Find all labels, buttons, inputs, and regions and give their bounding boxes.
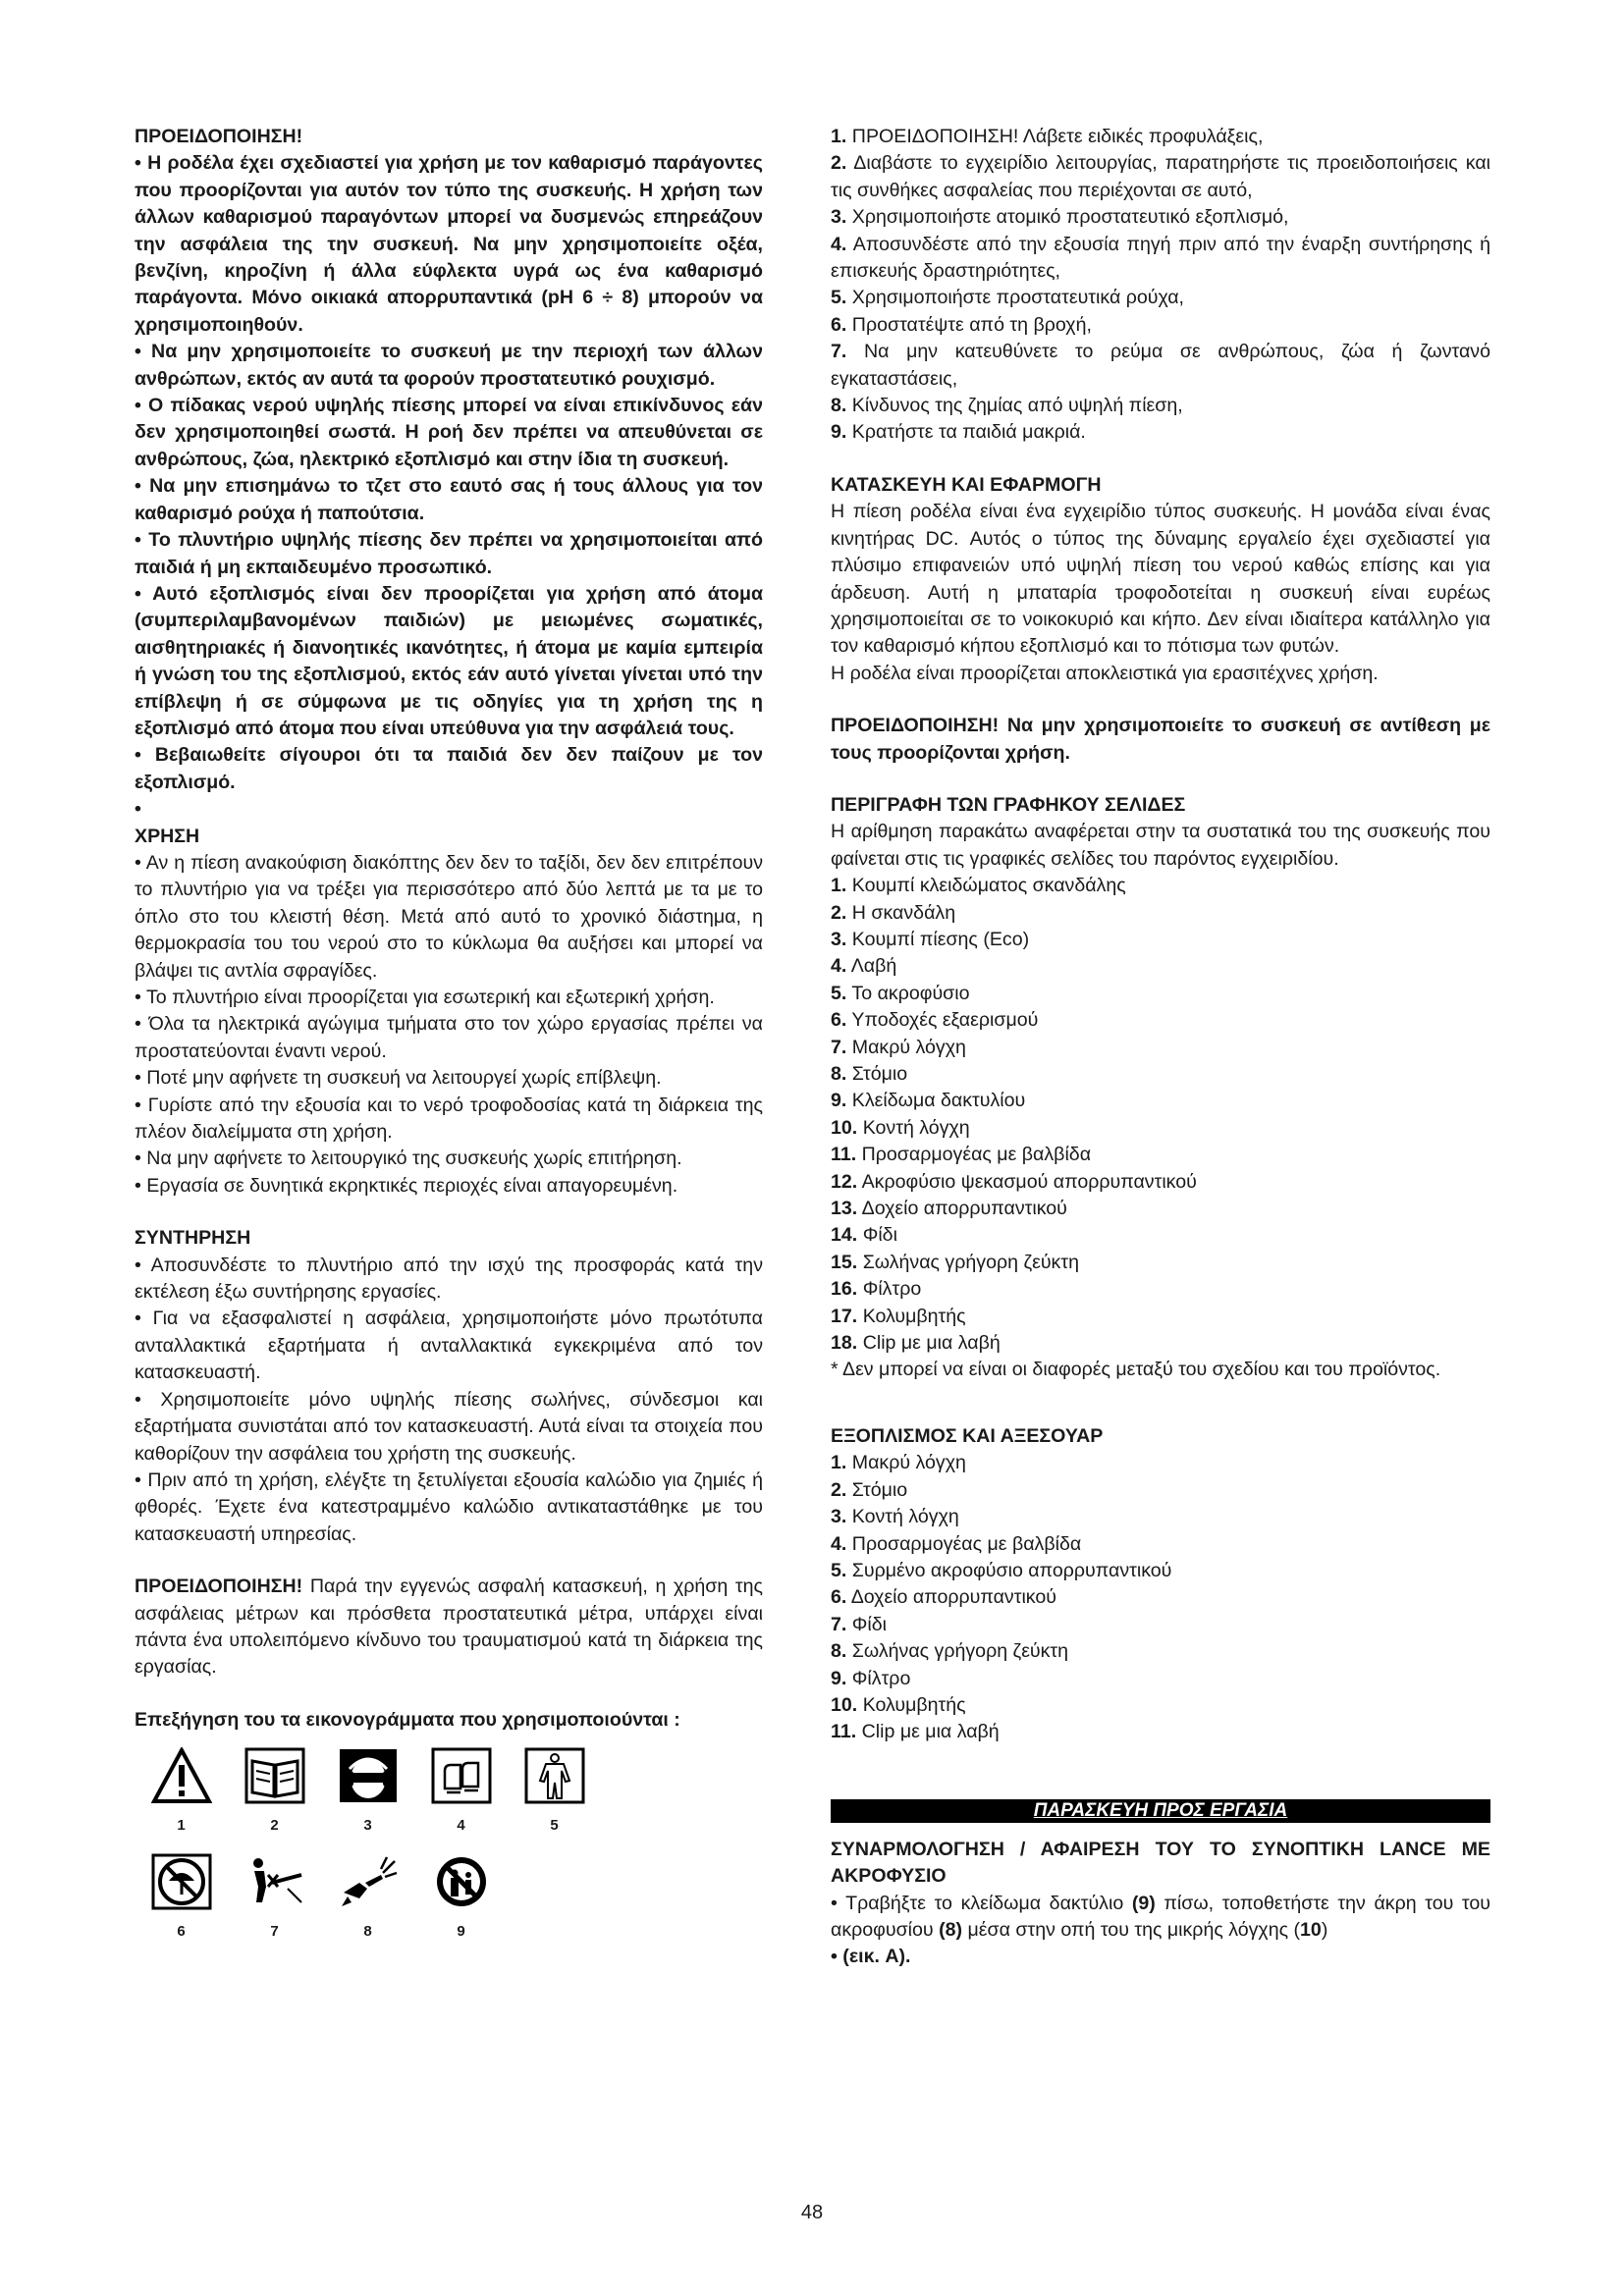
item-text: Σωλήνας γρήγορη ζεύκτη	[857, 1251, 1079, 1273]
item-text: Φίδι	[846, 1613, 888, 1635]
pictogram-number: 1	[177, 1817, 186, 1835]
item-text: Μακρύ λόγχη	[846, 1452, 966, 1474]
item-text: Clip με μια λαβή	[857, 1332, 1001, 1355]
numbered-warning	[831, 339, 1490, 393]
pictogram-number: 9	[457, 1922, 465, 1940]
item-number: 1.	[831, 1452, 847, 1474]
item-text: Η σκανδάλη	[846, 901, 956, 924]
gloves-icon	[431, 1747, 492, 1804]
read-manual-icon	[244, 1747, 305, 1804]
item-text: Χρησιμοποιήστε προστατευτικά ρούχα,	[846, 287, 1184, 309]
numbered-warning	[831, 312, 1490, 339]
list-item	[831, 900, 1490, 927]
list-item	[831, 1692, 1490, 1719]
assembly-text: μέσα στην οπή του της μικρής λόγχης (	[962, 1918, 1301, 1941]
numbered-warning	[831, 232, 1490, 286]
assembly-section-title: ΣΥΝΑΡΜΟΛΟΓΗΣΗ / ΑΦΑΙΡΕΣΗ ΤΟΥ ΤΟ ΣΥΝΟΠΤΙΚΗ LANCE ΜΕ ΑΚΡΟΦΥΣΙΟ	[831, 1838, 1490, 1888]
item-number: 4.	[831, 955, 847, 978]
item-number: 10.	[831, 1693, 858, 1716]
item-number: 15.	[831, 1251, 858, 1273]
item-number: 13.	[831, 1198, 858, 1220]
item-number: 18.	[831, 1332, 858, 1355]
left-column	[135, 124, 763, 1958]
numbered-warning	[831, 419, 1490, 446]
warning-item: • Να μην επισημάνω το τζετ στο εαυτό σας ή τους άλλους για τον καθαρισμό ρούχα ή παπούτσια.	[135, 475, 763, 524]
list-item	[831, 1304, 1490, 1330]
assembly-text: • Τραβήξτε το κλείδωμα δακτύλιο	[831, 1892, 1132, 1914]
residual-risk-warning	[135, 1574, 763, 1682]
list-item	[831, 1061, 1490, 1088]
item-text: Προστατέψτε από τη βροχή,	[846, 313, 1092, 336]
numbered-warning	[831, 285, 1490, 311]
pictogram-number: 6	[177, 1922, 186, 1940]
maintenance-item: • Χρησιμοποιείτε μόνο υψηλής πίεσης σωλήνες, σύνδεσμοι και εξαρτήματα συνιστάται από τον κατασκευαστή. Αυτά είναι τα στοιχεία που καθορίζουν την ασφάλεια του χρήστη της συσκευής.	[135, 1388, 763, 1465]
list-item	[831, 1007, 1490, 1034]
list-item	[831, 1115, 1490, 1142]
equipment-section-title: ΕΞΟΠΛΙΣΜΟΣ ΚΑΙ ΑΞΕΣΟΥΑΡ	[831, 1424, 1104, 1447]
warning-item: • Να μην χρησιμοποιείτε το συσκευή με την περιοχή των άλλων ανθρώπων, εκτός αν αυτά τα φορούν προστατευτικό ρουχισμό.	[135, 341, 763, 390]
item-text: Διαβάστε το εγχειρίδιο λειτουργίας, παρατηρήστε τις προειδοποιήσεις και τις συνθήκες ασφαλείας που περιέχονται σε αυτό,	[831, 152, 1490, 201]
numbered-warning	[831, 393, 1490, 419]
pictogram-9	[414, 1853, 508, 1958]
assembly-text: )	[1321, 1918, 1328, 1941]
assembly-ref: 10	[1300, 1918, 1322, 1941]
list-item	[831, 1504, 1490, 1530]
item-number: 17.	[831, 1305, 858, 1327]
list-item	[831, 1088, 1490, 1114]
description-intro: Η αρίθμηση παρακάτω αναφέρεται στην τα συστατικά του της συσκευής που φαίνεται στις τις γραφικές σελίδες του παρόντος εγχειριδίου.	[831, 821, 1490, 870]
use-item: • Ποτέ μην αφήνετε τη συσκευή να λειτουργεί χωρίς επίβλεψη.	[135, 1067, 662, 1090]
item-text: Κουμπί κλειδώματος σκανδάλης	[846, 875, 1126, 897]
numbered-warning	[831, 204, 1490, 231]
item-text: Στόμιο	[846, 1063, 908, 1085]
item-text: Φίδι	[857, 1224, 897, 1247]
protective-suit-icon	[524, 1747, 585, 1804]
residual-risk-text: Παρά την εγγενώς ασφαλή κατασκευή, η χρήση της ασφάλειας μέτρων και πρόσθετα προστατευτικά μέτρα, υπάρχει είναι πάντα ένα υπολειπόμενο κίνδυνο του τραυματισμού κατά τη διάρκεια της εργασίας.	[135, 1575, 763, 1679]
item-text: Κολυμβητής	[857, 1305, 966, 1327]
item-number: 8.	[831, 1640, 847, 1663]
pictogram-number: 8	[363, 1922, 372, 1940]
list-item	[831, 1612, 1490, 1638]
use-item: • Γυρίστε από την εξουσία και το νερό τροφοδοσίας κατά τη διάρκεια της πλέον διαλείμματα στη χρήση.	[135, 1094, 763, 1144]
item-number: 2.	[831, 152, 847, 175]
list-item	[831, 1450, 1490, 1476]
intended-use-warning: ΠΡΟΕΙΔΟΠΟΙΗΣΗ! Να μην χρησιμοποιείτε το συσκευή σε αντίθεση με τους προορίζονται χρήση.	[831, 715, 1490, 764]
item-text: Ακροφύσιο ψεκασμού απορρυπαντικού	[857, 1170, 1197, 1193]
pictogram-4	[414, 1747, 508, 1852]
item-number: 5.	[831, 982, 847, 1004]
section-banner: ΠΑΡΑΣΚΕΥΗ ΠΡΟΣ ΕΡΓΑΣΙΑ	[831, 1799, 1490, 1823]
ear-eye-protection-icon	[338, 1747, 399, 1804]
item-text: Να μην κατευθύνετε το ρεύμα σε ανθρώπους, ζώα ή ζωντανό εγκαταστάσεις,	[831, 341, 1490, 390]
maintenance-section-title: ΣΥΝΤΗΡΗΣΗ	[135, 1227, 251, 1250]
list-item	[831, 1531, 1490, 1558]
numbered-warning	[831, 124, 1490, 150]
maintenance-item: • Για να εξασφαλιστεί η ασφάλεια, χρησιμοποιήστε μόνο πρωτότυπα ανταλλακτικά εξαρτήματα ή ανταλλακτικά εγκεκριμένα από τον κατασκευαστή.	[135, 1308, 763, 1384]
pictogram-2	[228, 1747, 321, 1852]
list-item	[831, 1330, 1490, 1357]
item-text: Χρησιμοποιήστε ατομικό προστατευτικό εξοπλισμό,	[846, 206, 1289, 229]
icons-legend-title: Επεξήγηση του τα εικονογράμματα που χρησιμοποιούνται :	[135, 1708, 680, 1731]
item-number: 10.	[831, 1116, 858, 1139]
pictogram-number: 7	[270, 1922, 279, 1940]
list-item	[831, 1666, 1490, 1692]
pictogram-legend	[135, 1747, 625, 1958]
construction-section-title: ΚΑΤΑΣΚΕΥΗ ΚΑΙ ΕΦΑΡΜΟΓΗ	[831, 473, 1102, 496]
use-item: • Να μην αφήνετε το λειτουργικό της συσκευής χωρίς επιτήρηση.	[135, 1148, 682, 1170]
item-number: 8.	[831, 1063, 847, 1085]
item-text: Συρμένο ακροφύσιο απορρυπαντικού	[846, 1559, 1172, 1581]
pictogram-6	[135, 1853, 228, 1958]
warning-item: •	[135, 798, 141, 821]
list-item	[831, 1477, 1490, 1504]
item-number: 2.	[831, 901, 847, 924]
item-text: Κοντή λόγχη	[857, 1116, 970, 1139]
pictogram-5	[508, 1747, 601, 1852]
item-number: 8.	[831, 395, 847, 417]
use-item: • Εργασία σε δυνητικά εκρηκτικές περιοχές είναι απαγορευμένη.	[135, 1174, 678, 1197]
list-item	[831, 1719, 1490, 1745]
item-number: 5.	[831, 287, 847, 309]
list-item	[831, 1196, 1490, 1222]
item-number: 9.	[831, 1090, 847, 1112]
item-number: 4.	[831, 233, 847, 255]
item-text: Κίνδυνος της ζημίας από υψηλή πίεση,	[846, 395, 1183, 417]
description-section-title: ΠΕΡΙΓΡΑΦΗ ΤΩΝ ΓΡΑΦΗΚΟΥ ΣΕΛΙΔΕΣ	[831, 793, 1186, 816]
right-column	[831, 124, 1490, 1971]
item-text: Κλείδωμα δακτυλίου	[846, 1090, 1026, 1112]
item-text: Λαβή	[846, 955, 897, 978]
use-section-title: ΧΡΗΣΗ	[135, 825, 200, 847]
keep-children-away-icon	[431, 1853, 492, 1910]
item-text: Προσαρμογέας με βαλβίδα	[856, 1144, 1092, 1166]
construction-text: Η ροδέλα είναι προορίζεται αποκλειστικά για ερασιτέχνες χρήση.	[831, 662, 1379, 684]
item-number: 1.	[831, 875, 847, 897]
maintenance-item: • Αποσυνδέστε το πλυντήριο από την ισχύ της προσφοράς κατά την εκτέλεση έξω συντήρησης εργασίες.	[135, 1254, 763, 1304]
warning-item: • Η ροδέλα έχει σχεδιαστεί για χρήση με τον καθαρισμό παράγοντες που προορίζονται για αυτόν τον τύπο της συσκευής. Η χρήση των άλλων καθαρισμού παραγόντων μπορεί να δυσμενώς επηρεάζουν την ασφάλεια της την συσκευή. Να μην χρησιμοποιείτε οξέα, βενζίνη, κηροζίνη ή άλλα εύφλεκτα υγρά ως ένα καθαρισμό παράγοντα. Μόνο οικιακά απορρυπαντικά (pH 6 ÷ 8) μπορούν να χρησιμοποιηθούν.	[135, 152, 763, 336]
pictogram-7	[228, 1853, 321, 1958]
pictogram-number: 4	[457, 1817, 465, 1835]
pictogram-number: 5	[550, 1817, 559, 1835]
list-item	[831, 1169, 1490, 1196]
list-item	[831, 873, 1490, 899]
no-spray-people-icon	[244, 1853, 305, 1910]
list-item	[831, 953, 1490, 980]
assembly-ref: (8)	[939, 1918, 963, 1941]
item-text: Υποδοχές εξαερισμού	[846, 1009, 1039, 1032]
parts-note: * Δεν μπορεί να είναι οι διαφορές μεταξύ του σχεδίου και του προϊόντος.	[831, 1359, 1441, 1381]
item-number: 1.	[831, 126, 847, 147]
item-text: Προσαρμογέας με βαλβίδα	[846, 1532, 1082, 1555]
item-number: 4.	[831, 1532, 847, 1555]
list-item	[831, 1584, 1490, 1611]
warning-item: • Ο πίδακας νερού υψηλής πίεσης μπορεί να είναι επικίνδυνος εάν δεν χρησιμοποιηθεί σωστά. Η ροή δεν πρέπει να απευθύνεται σε ανθρώπους, ζώα, ηλεκτρικό εξοπλισμό και στην ίδια τη συσκευή.	[135, 395, 763, 470]
list-item	[831, 1035, 1490, 1061]
item-number: 3.	[831, 206, 847, 229]
item-text: Το ακροφύσιο	[846, 982, 970, 1004]
use-item: • Αν η πίεση ανακούφιση διακόπτης δεν δεν το ταξίδι, δεν δεν επιτρέπουν το πλυντήριο για να τρέξει για περισσότερο από δύο λεπτά με τα με το όπλο στο του κλειστή θέση. Μετά από αυτό το χρονικό διάστημα, η θερμοκρασία του του νερού στο το κύκλωμα θα αυξήσει και μπορεί να βλάψει τις αντλία σφραγίδες.	[135, 851, 763, 982]
pictogram-number: 3	[363, 1817, 372, 1835]
warning-triangle-icon	[151, 1747, 212, 1804]
item-number: 6.	[831, 1586, 847, 1609]
list-item	[831, 981, 1490, 1007]
pictogram-1	[135, 1747, 228, 1852]
item-number: 6.	[831, 1009, 847, 1032]
warning-item: • Το πλυντήριο υψηλής πίεσης δεν πρέπει να χρησιμοποιείται από παιδιά ή μη εκπαιδευμένο προσωπικό.	[135, 529, 763, 578]
item-text: Σωλήνας γρήγορη ζεύκτη	[846, 1640, 1069, 1663]
item-text: Δοχείο απορρυπαντικού	[857, 1198, 1067, 1220]
assembly-ref: (9)	[1131, 1892, 1156, 1914]
item-text: ΠΡΟΕΙΔΟΠΟΙΗΣΗ! Λάβετε ειδικές προφυλάξεις,	[846, 126, 1264, 147]
item-number: 7.	[831, 1036, 847, 1058]
use-item: • Το πλυντήριο είναι προορίζεται για εσωτερική και εξωτερική χρήση.	[135, 987, 715, 1008]
pictogram-number: 2	[270, 1817, 279, 1835]
item-number: 14.	[831, 1224, 858, 1247]
item-number: 16.	[831, 1278, 858, 1301]
item-text: Στόμιο	[846, 1478, 908, 1501]
numbered-warning	[831, 150, 1490, 204]
high-pressure-injury-icon	[338, 1853, 399, 1910]
warning-item: • Βεβαιωθείτε σίγουροι ότι τα παιδιά δεν δεν παίζουν με τον εξοπλισμό.	[135, 744, 763, 793]
pictogram-8	[321, 1853, 414, 1958]
item-number: 11.	[831, 1144, 857, 1166]
list-item	[831, 1276, 1490, 1303]
item-text: Δοχείο απορρυπαντικού	[846, 1586, 1056, 1609]
warning-item: • Αυτό εξοπλισμός είναι δεν προορίζεται για χρήση από άτομα (συμπεριλαμβανομένων παιδιών) με μειωμένες σωματικές, αισθητηριακές ή διανοητικές ικανότητες, ή άτομα με καμία εμπειρία ή γνώση του της εξοπλισμού, εκτός εάν αυτό γίνεται γίνεται υπό την επίβλεψη ή σε σύμφωνα με τις οδηγίες για τη χρήση της η εξοπλισμό από άτομα που είναι υπεύθυνα για την ασφάλειά τους.	[135, 582, 763, 739]
list-item	[831, 1638, 1490, 1665]
item-number: 3.	[831, 1506, 847, 1528]
page-number: 48	[800, 2202, 824, 2223]
list-item	[831, 1222, 1490, 1249]
item-text: Κοντή λόγχη	[846, 1506, 959, 1528]
maintenance-item: • Πριν από τη χρήση, ελέγξτε τη ξετυλίγεται εξουσία καλώδιο για ζημιές ή φθορές. Έχετε ένα κατεστραμμένο καλώδιο αντικαταστάθηκε με του κατασκευαστή υπηρεσίας.	[135, 1468, 763, 1545]
item-text: Φίλτρο	[846, 1667, 911, 1689]
item-text: Φίλτρο	[857, 1278, 922, 1301]
item-text: Μακρύ λόγχη	[846, 1036, 966, 1058]
item-text: Clip με μια λαβή	[856, 1721, 1000, 1743]
parts-list	[831, 873, 1490, 1357]
item-text: Κρατήστε τα παιδιά μακριά.	[846, 421, 1086, 444]
item-number: 11.	[831, 1721, 857, 1743]
equipment-list	[831, 1450, 1490, 1745]
item-number: 9.	[831, 421, 847, 444]
item-number: 3.	[831, 928, 847, 950]
item-number: 12.	[831, 1170, 858, 1193]
use-item: • Όλα τα ηλεκτρικά αγώγιμα τμήματα στο τον χώρο εργασίας πρέπει να προστατεύονται έναντι νερού.	[135, 1013, 763, 1062]
residual-risk-title: ΠΡΟΕΙΔΟΠΟΙΗΣΗ!	[135, 1575, 303, 1598]
item-number: 6.	[831, 313, 847, 336]
item-number: 9.	[831, 1667, 847, 1689]
item-number: 7.	[831, 1613, 847, 1635]
item-text: Αποσυνδέστε από την εξουσία πηγή πριν από την έναρξη συντήρησης ή επισκευής δραστηριότητες,	[831, 233, 1490, 283]
pictogram-3	[321, 1747, 414, 1852]
list-item	[831, 1558, 1490, 1584]
list-item	[831, 1250, 1490, 1276]
item-text: Κουμπί πίεσης (Eco)	[846, 928, 1030, 950]
item-number: 7.	[831, 341, 847, 363]
item-number: 2.	[831, 1478, 847, 1501]
no-rain-icon	[151, 1853, 212, 1910]
construction-text: Η πίεση ροδέλα είναι ένα εγχειρίδιο τύπος συσκευής. Η μονάδα είναι ένας κινητήρας DC. Αυτός ο τύπος της δύναμης εργαλείο έχει σχεδιαστεί για πλύσιμο επιφανειών υπό υψηλή πίεση του νερού καθώς επίσης και για άρδευση. Αυτή η μπαταρία τροφοδοτείται η συσκευή είναι ευρέως χρησιμοποιείται σε το νοικοκυριό και κήπο. Δεν είναι ιδιαίτερα κατάλληλο για τον καθαρισμό κήπου εξοπλισμό και το πότισμα των φυτών.	[831, 501, 1490, 658]
item-number: 5.	[831, 1559, 847, 1581]
item-text: Κολυμβητής	[857, 1693, 966, 1716]
assembly-text: πίσω, τοποθετήστε την άκρη του του ακροφυσίου	[831, 1892, 1490, 1941]
assembly-instruction	[831, 1891, 1490, 1945]
warning-title: ΠΡΟΕΙΔΟΠΟΙΗΣΗ!	[135, 126, 303, 147]
list-item	[831, 1142, 1490, 1168]
list-item	[831, 927, 1490, 953]
figure-reference: • (εικ. A).	[831, 1946, 911, 1968]
